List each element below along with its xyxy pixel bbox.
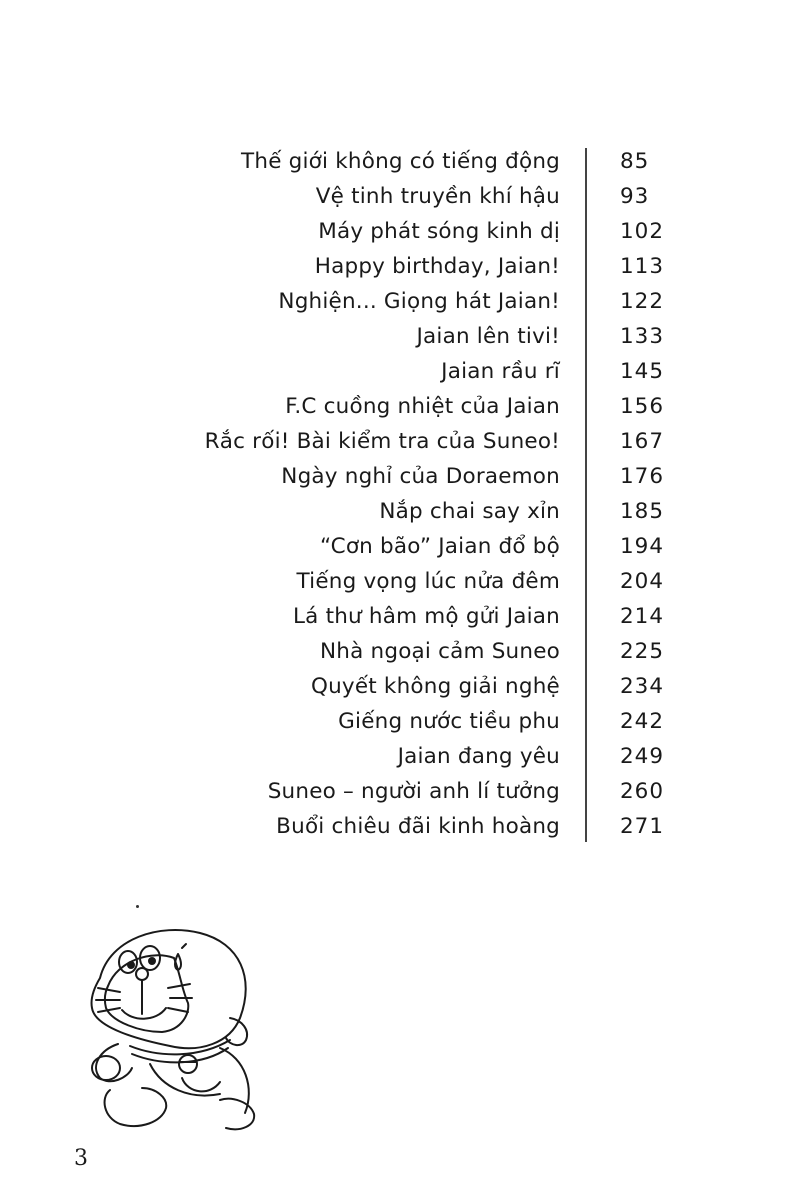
toc-entry xyxy=(0,599,800,634)
doraemon-illustration xyxy=(70,918,300,1138)
toc-entry-title: Tiếng vọng lúc nửa đêm xyxy=(296,569,560,594)
print-speck xyxy=(136,905,139,908)
toc-entry-page: 260 xyxy=(620,779,665,804)
toc-entry-page: 271 xyxy=(620,814,665,839)
toc-entry-title: Jaian lên tivi! xyxy=(416,324,560,349)
toc-entry-title: Suneo – người anh lí tưởng xyxy=(267,779,560,804)
toc-entry-page: 85 xyxy=(620,149,650,174)
toc-entry-page: 194 xyxy=(620,534,665,559)
toc-entry xyxy=(0,704,800,739)
toc-entry-page: 234 xyxy=(620,674,665,699)
toc-entry-page: 167 xyxy=(620,429,665,454)
toc-entry-title: Thế giới không có tiếng động xyxy=(241,149,560,174)
toc-entry xyxy=(0,774,800,809)
toc-entry-title: Lá thư hâm mộ gửi Jaian xyxy=(293,604,560,629)
toc-entry-page: 225 xyxy=(620,639,665,664)
toc-entry-title: Giếng nước tiều phu xyxy=(338,709,560,734)
toc-entry-page: 145 xyxy=(620,359,665,384)
toc-entry xyxy=(0,564,800,599)
toc-column-divider xyxy=(585,148,587,842)
toc-entry-title: Quyết không giải nghệ xyxy=(310,674,560,699)
toc-entry-page: 176 xyxy=(620,464,665,489)
toc-entry xyxy=(0,214,800,249)
toc-entry-title: Máy phát sóng kinh dị xyxy=(318,219,560,244)
toc-entry xyxy=(0,179,800,214)
toc-entry-title: Jaian rầu rĩ xyxy=(441,359,560,384)
toc-entry-page: 102 xyxy=(620,219,665,244)
toc-entry xyxy=(0,389,800,424)
toc-entry-title: Buổi chiêu đãi kinh hoàng xyxy=(276,814,560,839)
toc-entry xyxy=(0,354,800,389)
toc-entry-title: Nghiện... Giọng hát Jaian! xyxy=(278,289,560,314)
toc-entry xyxy=(0,634,800,669)
toc-entry xyxy=(0,319,800,354)
toc-entry-page: 133 xyxy=(620,324,665,349)
toc-entry-title: Happy birthday, Jaian! xyxy=(314,254,560,279)
toc-entry xyxy=(0,284,800,319)
toc-entry-page: 242 xyxy=(620,709,665,734)
toc-entry xyxy=(0,529,800,564)
toc-entry-title: F.C cuồng nhiệt của Jaian xyxy=(285,394,560,419)
toc-entry xyxy=(0,249,800,284)
doraemon-sitting-icon xyxy=(70,918,300,1138)
toc-entry-page: 249 xyxy=(620,744,665,769)
toc-entry-page: 113 xyxy=(620,254,665,279)
toc-entry xyxy=(0,424,800,459)
toc-entry xyxy=(0,809,800,844)
toc-entry xyxy=(0,739,800,774)
toc-entry xyxy=(0,669,800,704)
toc-entry-title: Rắc rối! Bài kiểm tra của Suneo! xyxy=(204,429,560,454)
toc-entry-page: 122 xyxy=(620,289,665,314)
toc-entry-page: 214 xyxy=(620,604,665,629)
toc-entry-title: “Cơn bão” Jaian đổ bộ xyxy=(320,534,560,559)
toc-entry xyxy=(0,494,800,529)
toc-entry-page: 204 xyxy=(620,569,665,594)
toc-entry-title: Nắp chai say xỉn xyxy=(379,499,560,524)
toc-entry-page: 185 xyxy=(620,499,665,524)
toc-entry-page: 156 xyxy=(620,394,665,419)
toc-entry-title: Vệ tinh truyền khí hậu xyxy=(315,184,560,209)
toc-entry-title: Ngày nghỉ của Doraemon xyxy=(281,464,560,489)
table-of-contents xyxy=(0,144,800,844)
toc-entry xyxy=(0,144,800,179)
toc-entry-title: Jaian đang yêu xyxy=(397,744,560,769)
page-number: 3 xyxy=(74,1146,88,1171)
toc-entry xyxy=(0,459,800,494)
toc-entry-page: 93 xyxy=(620,184,650,209)
toc-entry-title: Nhà ngoại cảm Suneo xyxy=(320,639,560,664)
